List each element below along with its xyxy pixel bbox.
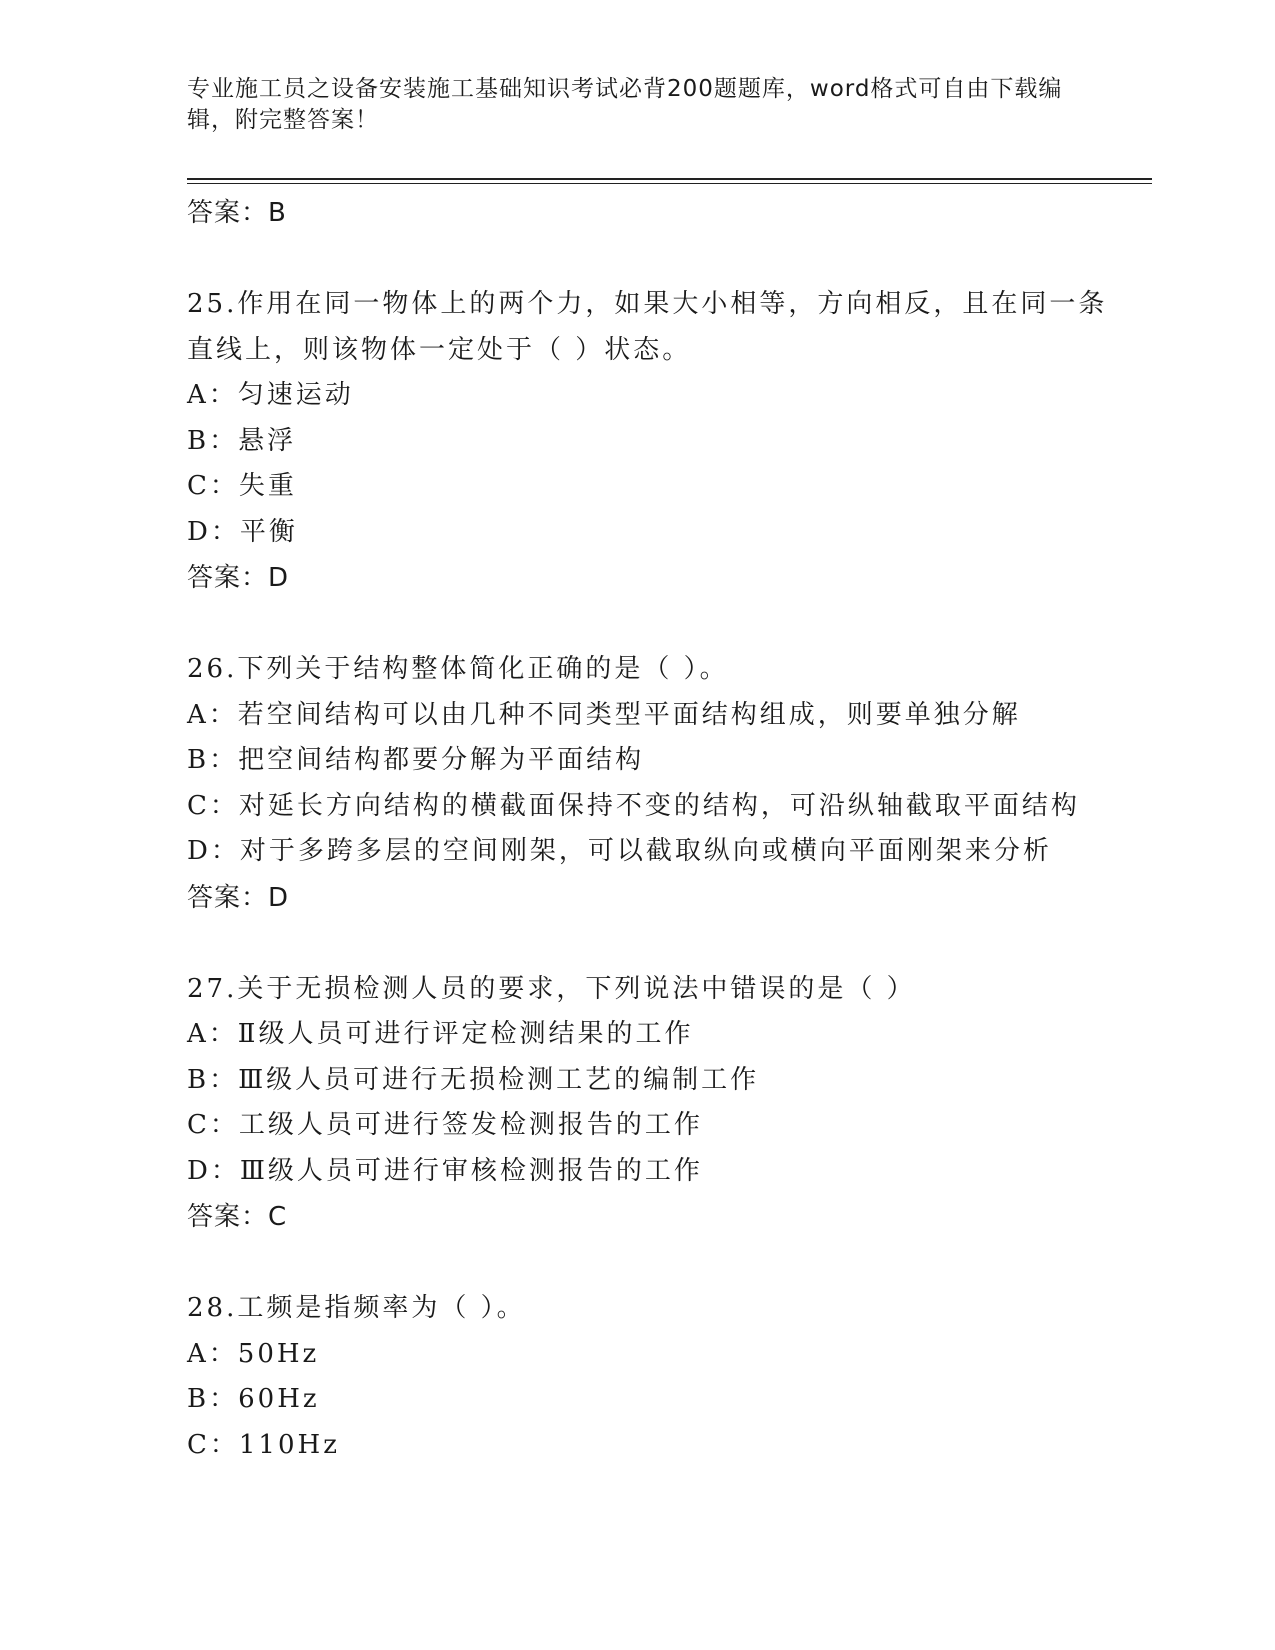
option-a: A：Ⅱ级人员可进行评定检测结果的工作: [187, 1019, 694, 1049]
option-c: C：对延长方向结构的横截面保持不变的结构，可沿纵轴截取平面结构: [187, 790, 1080, 821]
question-stem: 26.下列关于结构整体简化正确的是（ ）。: [187, 654, 729, 684]
question-28: [187, 1286, 1127, 1468]
option-b: B：悬浮: [187, 425, 297, 456]
option-d: D：平衡: [187, 516, 298, 547]
answer-line: 答案：D: [187, 882, 290, 913]
header-title: 专业施工员之设备安装施工基础知识考试必背200题题库，word格式可自由下载编辑，附完整答案！: [187, 76, 1063, 133]
option-d: D：Ⅲ级人员可进行审核检测报告的工作: [187, 1155, 703, 1186]
question-stem: 28.工频是指频率为（ ）。: [187, 1293, 526, 1323]
question-stem: 27.关于无损检测人员的要求，下列说法中错误的是（ ）: [187, 973, 916, 1004]
option-c: C：工级人员可进行签发检测报告的工作: [187, 1110, 703, 1140]
question-list: [187, 190, 1127, 1468]
document-header: [187, 74, 1067, 136]
option-c: C：失重: [187, 471, 297, 501]
option-c: C：110Hz: [187, 1429, 340, 1460]
header-rule-thin: [187, 183, 1152, 184]
option-a: A：匀速运动: [187, 380, 354, 410]
option-d: D：对于多跨多层的空间刚架，可以截取纵向或横向平面刚架来分析: [187, 836, 1052, 866]
question-27: [187, 967, 1127, 1241]
question-25: [187, 282, 1127, 601]
option-b: B：Ⅲ级人员可进行无损检测工艺的编制工作: [187, 1064, 760, 1095]
question-26: [187, 647, 1127, 921]
option-a: A：50Hz: [187, 1338, 320, 1369]
answer-line: 答案：B: [187, 198, 287, 228]
question-stem: 25.作用在同一物体上的两个力，如果大小相等，方向相反，且在同一条直线上，则该物体一定处于（ ）状态。: [187, 289, 1108, 365]
answer-line: 答案：D: [187, 563, 290, 593]
option-a: A：若空间结构可以由几种不同类型平面结构组成，则要单独分解: [187, 699, 1021, 730]
answer-line: 答案：C: [187, 1202, 288, 1232]
option-b: B：60Hz: [187, 1384, 320, 1414]
option-b: B：把空间结构都要分解为平面结构: [187, 745, 645, 775]
header-rule-thick: [187, 178, 1152, 180]
